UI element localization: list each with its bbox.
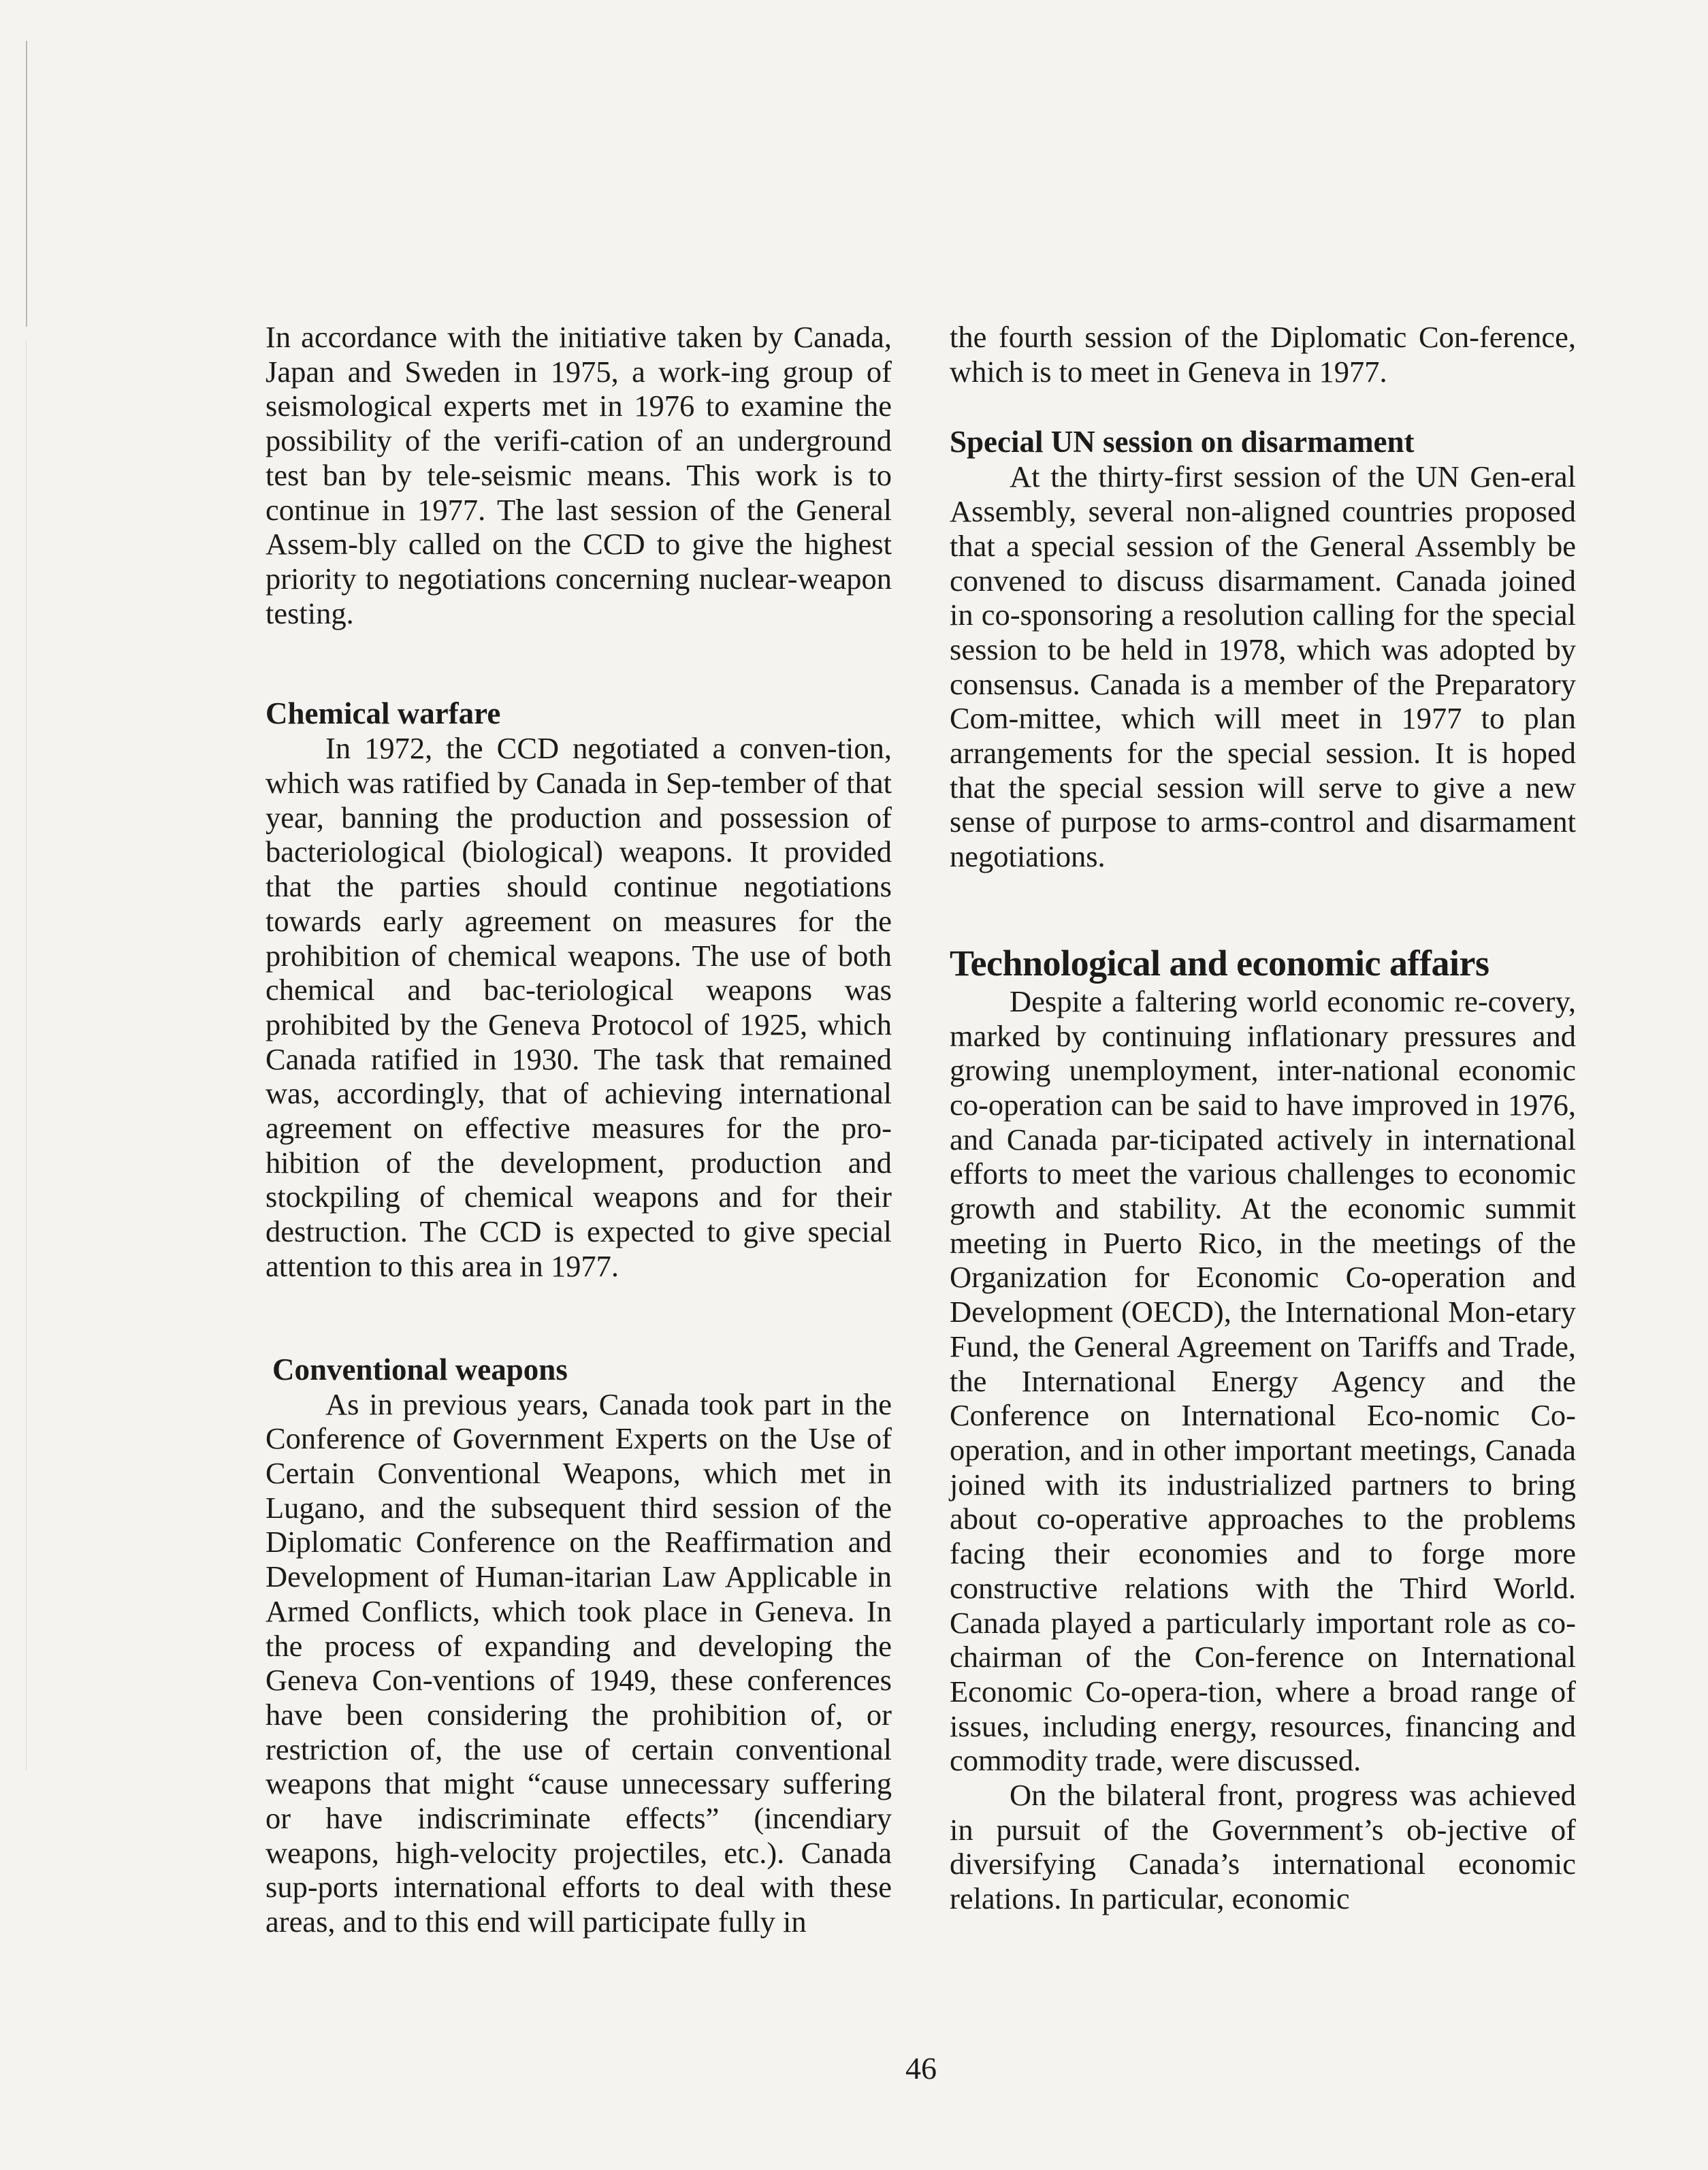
special-un-session-paragraph: At the thirty-first session of the UN Gen-eral Assembly, several non-aligned countries proposed that a special session of the General Assembly be convened to discuss disarmament. Canada joined in co-sponsoring a resolution calling for the special session to be held in 1978, which was adopted by consensus. Canada is a member of the Preparatory Com-mittee, which will meet in 1977 to plan arrangements for the special session. It is hoped that the special session will serve to give a new sense of purpose to arms-control and disarmament negotiations. — [950, 459, 1576, 874]
conventional-weapons-heading: Conventional weapons — [272, 1352, 568, 1387]
economic-affairs-paragraph-2: On the bilateral front, progress was achieved in pursuit of the Government’s ob-jective of diversifying Canada’s international economic relations. In particular, economic — [950, 1778, 1576, 1916]
technological-economic-affairs-heading: Technological and economic affairs — [950, 942, 1489, 984]
special-un-session-heading: Special UN session on disarmament — [950, 425, 1415, 459]
conventional-weapons-paragraph: As in previous years, Canada took part in the Conference of Government Experts on the Use of Certain Conventional Weapons, which met in Lugano, and the subsequent third session of the Diplomatic Conference on the Reaffirmation and Development of Human-itarian Law Applicable in Armed Conflicts, which took place in Geneva. In the process of expanding and developing the Geneva Con-ventions of 1949, these conferences have been considering the prohibition of, or restriction of, the use of certain conventional weapons that might “cause unnecessary suffering or have indiscriminate effects” (incendiary weapons, high-velocity projectiles, etc.). Canada sup-ports international efforts to deal with these areas, and to this end will participate fully in — [265, 1387, 892, 1939]
economic-affairs-paragraph-1: Despite a faltering world economic re-covery, marked by continuing inflationary pressures and growing unemployment, inter-national economic co-operation can be said to have improved in 1976, and Canada par-ticipated actively in international efforts to meet the various challenges to economic growth and stability. At the economic summit meeting in Puerto Rico, in the meetings of the Organization for Economic Co-operation and Development (OECD), the International Mon-etary Fund, the General Agreement on Tariffs and Trade, the International Energy Agency and the Conference on International Eco-nomic Co-operation, and in other important meetings, Canada joined with its industrialized partners to bring about co-operative approaches to the problems facing their economies and to forge more constructive relations with the Third World. Canada played a particularly important role as co-chairman of the Con-ference on International Economic Co-opera-tion, where a broad range of issues, including energy, resources, financing and commodity trade, were discussed. — [950, 984, 1576, 1778]
chemical-warfare-paragraph: In 1972, the CCD negotiated a conven-tion, which was ratified by Canada in Sep-tember of that year, banning the production and possession of bacteriological (biological) weapons. It provided that the parties should continue negotiations towards early agreement on measures for the prohibition of chemical weapons. The use of both chemical and bac-teriological weapons was prohibited by the Geneva Protocol of 1925, which Canada ratified in 1930. The task that remained was, accordingly, that of achieving international agreement on effective measures for the pro-hibition of the development, production and stockpiling of chemical weapons and for their destruction. The CCD is expected to give special attention to this area in 1977. — [265, 731, 892, 1283]
scan-edge-mark-lower — [26, 340, 27, 1770]
scan-edge-mark — [26, 41, 27, 327]
intro-paragraph: In accordance with the initiative taken by Canada, Japan and Sweden in 1975, a work-ing group of seismological experts met in 1976 to examine the possibility of the verifi-cation of an underground test ban by tele-seismic means. This work is to continue in 1977. The last session of the General Assem-bly called on the CCD to give the highest priority to negotiations concerning nuclear-weapon testing. — [265, 320, 892, 630]
right-column — [950, 320, 1576, 1916]
left-column — [265, 320, 892, 1939]
diplomatic-conference-continuation: the fourth session of the Diplomatic Con-ference, which is to meet in Geneva in 1977. — [950, 320, 1576, 389]
chemical-warfare-heading: Chemical warfare — [265, 696, 501, 731]
page-number: 46 — [905, 2051, 937, 2086]
